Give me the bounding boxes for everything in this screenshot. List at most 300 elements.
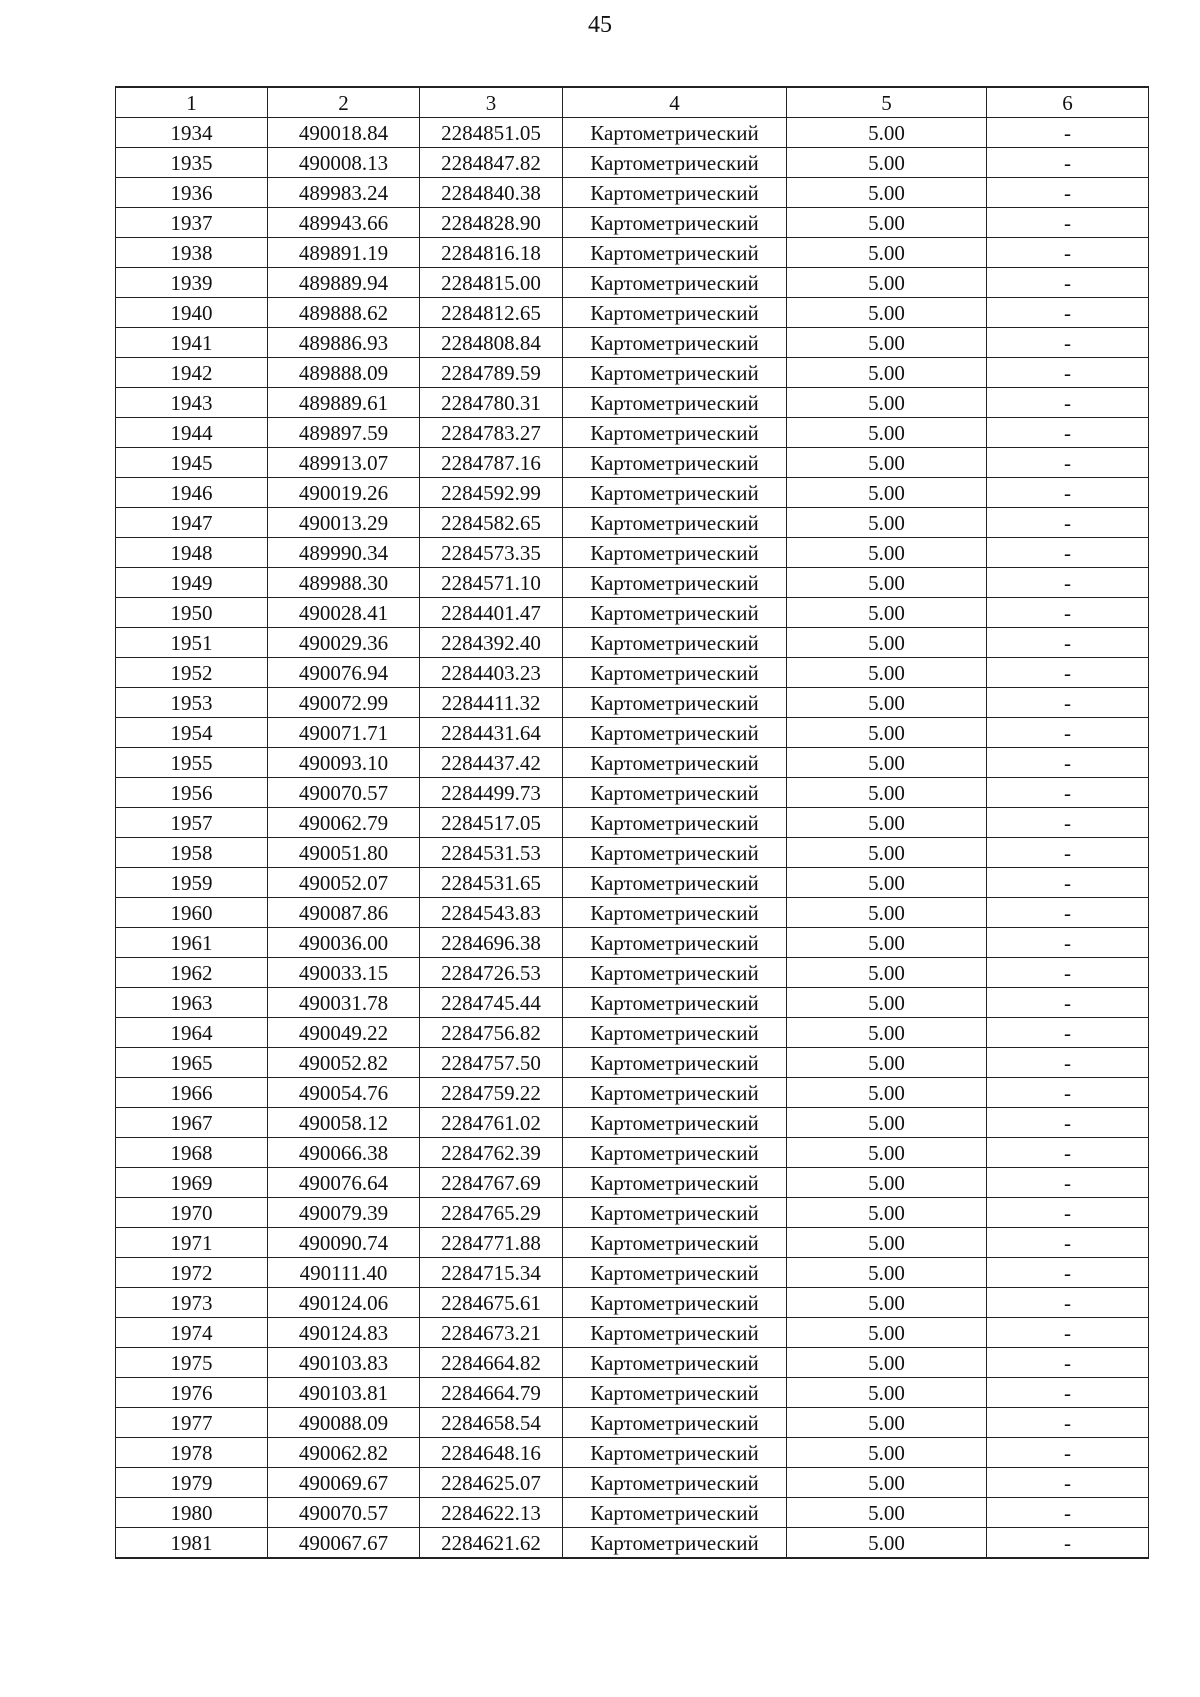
cell-method: Картометрический <box>563 1138 787 1168</box>
cell-x-coordinate: 490031.78 <box>268 988 420 1018</box>
cell-x-coordinate: 490033.15 <box>268 958 420 988</box>
cell-x-coordinate: 489888.62 <box>268 298 420 328</box>
cell-method: Картометрический <box>563 1198 787 1228</box>
table-row <box>116 598 1149 628</box>
cell-description: - <box>987 1258 1149 1288</box>
cell-y-coordinate: 2284828.90 <box>420 208 563 238</box>
cell-y-coordinate: 2284543.83 <box>420 898 563 928</box>
cell-x-coordinate: 490018.84 <box>268 118 420 148</box>
cell-description: - <box>987 988 1149 1018</box>
cell-description: - <box>987 208 1149 238</box>
cell-accuracy: 5.00 <box>787 208 987 238</box>
cell-description: - <box>987 268 1149 298</box>
cell-x-coordinate: 489943.66 <box>268 208 420 238</box>
cell-y-coordinate: 2284745.44 <box>420 988 563 1018</box>
cell-method: Картометрический <box>563 1258 787 1288</box>
cell-method: Картометрический <box>563 478 787 508</box>
cell-x-coordinate: 490051.80 <box>268 838 420 868</box>
cell-description: - <box>987 1288 1149 1318</box>
cell-description: - <box>987 868 1149 898</box>
cell-description: - <box>987 1228 1149 1258</box>
cell-description: - <box>987 628 1149 658</box>
cell-x-coordinate: 489891.19 <box>268 238 420 268</box>
table-row <box>116 778 1149 808</box>
cell-method: Картометрический <box>563 568 787 598</box>
table-header <box>116 87 1149 118</box>
cell-method: Картометрический <box>563 1498 787 1528</box>
cell-point-number: 1971 <box>116 1228 268 1258</box>
table-row <box>116 988 1149 1018</box>
cell-accuracy: 5.00 <box>787 268 987 298</box>
table-row <box>116 538 1149 568</box>
cell-accuracy: 5.00 <box>787 1408 987 1438</box>
table-row <box>116 1288 1149 1318</box>
cell-x-coordinate: 490124.06 <box>268 1288 420 1318</box>
cell-method: Картометрический <box>563 718 787 748</box>
cell-x-coordinate: 490070.57 <box>268 778 420 808</box>
cell-point-number: 1938 <box>116 238 268 268</box>
cell-x-coordinate: 489888.09 <box>268 358 420 388</box>
cell-y-coordinate: 2284840.38 <box>420 178 563 208</box>
table-row <box>116 388 1149 418</box>
cell-method: Картометрический <box>563 778 787 808</box>
cell-method: Картометрический <box>563 1048 787 1078</box>
cell-x-coordinate: 490090.74 <box>268 1228 420 1258</box>
cell-method: Картометрический <box>563 628 787 658</box>
cell-method: Картометрический <box>563 658 787 688</box>
column-header-5: 5 <box>787 87 987 118</box>
cell-description: - <box>987 1048 1149 1078</box>
cell-accuracy: 5.00 <box>787 358 987 388</box>
cell-accuracy: 5.00 <box>787 1198 987 1228</box>
cell-description: - <box>987 178 1149 208</box>
cell-x-coordinate: 489990.34 <box>268 538 420 568</box>
cell-point-number: 1954 <box>116 718 268 748</box>
cell-x-coordinate: 489889.94 <box>268 268 420 298</box>
cell-accuracy: 5.00 <box>787 958 987 988</box>
table-row <box>116 688 1149 718</box>
cell-description: - <box>987 568 1149 598</box>
cell-point-number: 1942 <box>116 358 268 388</box>
column-header-3: 3 <box>420 87 563 118</box>
cell-x-coordinate: 490071.71 <box>268 718 420 748</box>
table-row <box>116 358 1149 388</box>
table-row <box>116 718 1149 748</box>
cell-point-number: 1976 <box>116 1378 268 1408</box>
cell-accuracy: 5.00 <box>787 1468 987 1498</box>
cell-method: Картометрический <box>563 838 787 868</box>
coordinates-table <box>115 86 1149 1559</box>
cell-point-number: 1964 <box>116 1018 268 1048</box>
cell-description: - <box>987 238 1149 268</box>
cell-y-coordinate: 2284696.38 <box>420 928 563 958</box>
cell-accuracy: 5.00 <box>787 868 987 898</box>
cell-description: - <box>987 958 1149 988</box>
cell-method: Картометрический <box>563 328 787 358</box>
cell-point-number: 1977 <box>116 1408 268 1438</box>
cell-x-coordinate: 490066.38 <box>268 1138 420 1168</box>
cell-y-coordinate: 2284437.42 <box>420 748 563 778</box>
cell-accuracy: 5.00 <box>787 418 987 448</box>
cell-accuracy: 5.00 <box>787 1288 987 1318</box>
cell-description: - <box>987 328 1149 358</box>
cell-accuracy: 5.00 <box>787 1048 987 1078</box>
cell-y-coordinate: 2284621.62 <box>420 1528 563 1559</box>
cell-y-coordinate: 2284582.65 <box>420 508 563 538</box>
cell-point-number: 1953 <box>116 688 268 718</box>
cell-description: - <box>987 538 1149 568</box>
cell-y-coordinate: 2284673.21 <box>420 1318 563 1348</box>
cell-y-coordinate: 2284761.02 <box>420 1108 563 1138</box>
cell-point-number: 1974 <box>116 1318 268 1348</box>
cell-method: Картометрический <box>563 268 787 298</box>
cell-x-coordinate: 490069.67 <box>268 1468 420 1498</box>
cell-point-number: 1975 <box>116 1348 268 1378</box>
table-row <box>116 898 1149 928</box>
cell-description: - <box>987 928 1149 958</box>
cell-accuracy: 5.00 <box>787 1498 987 1528</box>
table-row <box>116 1318 1149 1348</box>
page-number: 45 <box>588 12 612 38</box>
cell-y-coordinate: 2284411.32 <box>420 688 563 718</box>
cell-description: - <box>987 718 1149 748</box>
cell-y-coordinate: 2284767.69 <box>420 1168 563 1198</box>
cell-point-number: 1967 <box>116 1108 268 1138</box>
cell-y-coordinate: 2284675.61 <box>420 1288 563 1318</box>
cell-accuracy: 5.00 <box>787 1138 987 1168</box>
cell-method: Картометрический <box>563 178 787 208</box>
cell-method: Картометрический <box>563 1168 787 1198</box>
column-header-1: 1 <box>116 87 268 118</box>
cell-y-coordinate: 2284531.65 <box>420 868 563 898</box>
cell-y-coordinate: 2284762.39 <box>420 1138 563 1168</box>
column-header-6: 6 <box>987 87 1149 118</box>
cell-description: - <box>987 388 1149 418</box>
cell-description: - <box>987 1138 1149 1168</box>
cell-method: Картометрический <box>563 418 787 448</box>
cell-point-number: 1940 <box>116 298 268 328</box>
cell-method: Картометрический <box>563 1018 787 1048</box>
cell-description: - <box>987 1348 1149 1378</box>
cell-accuracy: 5.00 <box>787 718 987 748</box>
cell-x-coordinate: 489913.07 <box>268 448 420 478</box>
cell-x-coordinate: 490028.41 <box>268 598 420 628</box>
cell-method: Картометрический <box>563 1078 787 1108</box>
cell-description: - <box>987 1498 1149 1528</box>
cell-description: - <box>987 418 1149 448</box>
table-row <box>116 838 1149 868</box>
cell-description: - <box>987 838 1149 868</box>
cell-method: Картометрический <box>563 1108 787 1138</box>
table-row <box>116 418 1149 448</box>
table-row <box>116 1168 1149 1198</box>
table-row <box>116 1138 1149 1168</box>
cell-method: Картометрический <box>563 688 787 718</box>
table-row <box>116 568 1149 598</box>
cell-y-coordinate: 2284573.35 <box>420 538 563 568</box>
table-row <box>116 808 1149 838</box>
cell-method: Картометрический <box>563 208 787 238</box>
cell-method: Картометрический <box>563 958 787 988</box>
table-row <box>116 208 1149 238</box>
cell-accuracy: 5.00 <box>787 448 987 478</box>
cell-y-coordinate: 2284756.82 <box>420 1018 563 1048</box>
cell-point-number: 1939 <box>116 268 268 298</box>
column-header-2: 2 <box>268 87 420 118</box>
cell-method: Картометрический <box>563 868 787 898</box>
cell-method: Картометрический <box>563 358 787 388</box>
cell-method: Картометрический <box>563 1378 787 1408</box>
cell-y-coordinate: 2284789.59 <box>420 358 563 388</box>
cell-point-number: 1972 <box>116 1258 268 1288</box>
cell-accuracy: 5.00 <box>787 628 987 658</box>
cell-x-coordinate: 489983.24 <box>268 178 420 208</box>
column-header-4: 4 <box>563 87 787 118</box>
cell-accuracy: 5.00 <box>787 928 987 958</box>
cell-point-number: 1948 <box>116 538 268 568</box>
cell-point-number: 1960 <box>116 898 268 928</box>
table-row <box>116 238 1149 268</box>
cell-point-number: 1952 <box>116 658 268 688</box>
cell-point-number: 1957 <box>116 808 268 838</box>
cell-x-coordinate: 490103.81 <box>268 1378 420 1408</box>
cell-x-coordinate: 490062.82 <box>268 1438 420 1468</box>
cell-description: - <box>987 1108 1149 1138</box>
cell-x-coordinate: 490076.94 <box>268 658 420 688</box>
table-row <box>116 1408 1149 1438</box>
cell-description: - <box>987 1078 1149 1108</box>
cell-y-coordinate: 2284787.16 <box>420 448 563 478</box>
cell-accuracy: 5.00 <box>787 1318 987 1348</box>
cell-x-coordinate: 490070.57 <box>268 1498 420 1528</box>
cell-x-coordinate: 489889.61 <box>268 388 420 418</box>
cell-point-number: 1934 <box>116 118 268 148</box>
cell-accuracy: 5.00 <box>787 568 987 598</box>
cell-x-coordinate: 489886.93 <box>268 328 420 358</box>
cell-y-coordinate: 2284664.82 <box>420 1348 563 1378</box>
cell-x-coordinate: 490008.13 <box>268 148 420 178</box>
table-row <box>116 658 1149 688</box>
cell-point-number: 1968 <box>116 1138 268 1168</box>
table-row <box>116 298 1149 328</box>
cell-y-coordinate: 2284571.10 <box>420 568 563 598</box>
cell-accuracy: 5.00 <box>787 748 987 778</box>
cell-description: - <box>987 508 1149 538</box>
cell-description: - <box>987 1528 1149 1559</box>
cell-accuracy: 5.00 <box>787 598 987 628</box>
cell-accuracy: 5.00 <box>787 1258 987 1288</box>
cell-point-number: 1965 <box>116 1048 268 1078</box>
cell-description: - <box>987 808 1149 838</box>
cell-accuracy: 5.00 <box>787 808 987 838</box>
table-row <box>116 448 1149 478</box>
cell-method: Картометрический <box>563 1228 787 1258</box>
cell-accuracy: 5.00 <box>787 1378 987 1408</box>
cell-accuracy: 5.00 <box>787 658 987 688</box>
cell-method: Картометрический <box>563 298 787 328</box>
cell-y-coordinate: 2284783.27 <box>420 418 563 448</box>
cell-y-coordinate: 2284759.22 <box>420 1078 563 1108</box>
cell-point-number: 1966 <box>116 1078 268 1108</box>
cell-y-coordinate: 2284847.82 <box>420 148 563 178</box>
cell-description: - <box>987 1168 1149 1198</box>
cell-y-coordinate: 2284517.05 <box>420 808 563 838</box>
cell-point-number: 1973 <box>116 1288 268 1318</box>
table-row <box>116 1078 1149 1108</box>
cell-y-coordinate: 2284499.73 <box>420 778 563 808</box>
cell-point-number: 1980 <box>116 1498 268 1528</box>
cell-method: Картометрический <box>563 508 787 538</box>
table-row <box>116 1468 1149 1498</box>
cell-x-coordinate: 490072.99 <box>268 688 420 718</box>
cell-x-coordinate: 490029.36 <box>268 628 420 658</box>
cell-x-coordinate: 490103.83 <box>268 1348 420 1378</box>
cell-y-coordinate: 2284715.34 <box>420 1258 563 1288</box>
cell-y-coordinate: 2284815.00 <box>420 268 563 298</box>
cell-accuracy: 5.00 <box>787 388 987 418</box>
cell-y-coordinate: 2284531.53 <box>420 838 563 868</box>
cell-method: Картометрический <box>563 598 787 628</box>
cell-x-coordinate: 490088.09 <box>268 1408 420 1438</box>
cell-point-number: 1951 <box>116 628 268 658</box>
cell-point-number: 1959 <box>116 868 268 898</box>
cell-point-number: 1955 <box>116 748 268 778</box>
cell-accuracy: 5.00 <box>787 148 987 178</box>
cell-point-number: 1941 <box>116 328 268 358</box>
cell-method: Картометрический <box>563 898 787 928</box>
table-row <box>116 328 1149 358</box>
cell-x-coordinate: 490019.26 <box>268 478 420 508</box>
cell-method: Картометрический <box>563 1348 787 1378</box>
table-row <box>116 178 1149 208</box>
cell-y-coordinate: 2284392.40 <box>420 628 563 658</box>
cell-method: Картометрический <box>563 1468 787 1498</box>
table-row <box>116 1258 1149 1288</box>
cell-point-number: 1979 <box>116 1468 268 1498</box>
table-row <box>116 1228 1149 1258</box>
table-row <box>116 1528 1149 1559</box>
cell-x-coordinate: 490111.40 <box>268 1258 420 1288</box>
cell-point-number: 1943 <box>116 388 268 418</box>
cell-accuracy: 5.00 <box>787 1168 987 1198</box>
table-row <box>116 1048 1149 1078</box>
cell-accuracy: 5.00 <box>787 178 987 208</box>
table-row <box>116 1348 1149 1378</box>
cell-point-number: 1944 <box>116 418 268 448</box>
cell-method: Картометрический <box>563 448 787 478</box>
cell-description: - <box>987 598 1149 628</box>
cell-accuracy: 5.00 <box>787 778 987 808</box>
cell-accuracy: 5.00 <box>787 898 987 928</box>
cell-point-number: 1949 <box>116 568 268 598</box>
cell-x-coordinate: 490093.10 <box>268 748 420 778</box>
cell-method: Картометрический <box>563 1408 787 1438</box>
cell-method: Картометрический <box>563 388 787 418</box>
table-row <box>116 1438 1149 1468</box>
cell-point-number: 1962 <box>116 958 268 988</box>
cell-accuracy: 5.00 <box>787 1528 987 1559</box>
table-row <box>116 868 1149 898</box>
cell-method: Картометрический <box>563 238 787 268</box>
cell-x-coordinate: 490052.07 <box>268 868 420 898</box>
cell-point-number: 1936 <box>116 178 268 208</box>
cell-description: - <box>987 1408 1149 1438</box>
cell-y-coordinate: 2284592.99 <box>420 478 563 508</box>
cell-point-number: 1945 <box>116 448 268 478</box>
cell-description: - <box>987 1378 1149 1408</box>
cell-point-number: 1970 <box>116 1198 268 1228</box>
cell-y-coordinate: 2284622.13 <box>420 1498 563 1528</box>
cell-y-coordinate: 2284658.54 <box>420 1408 563 1438</box>
table-row <box>116 1498 1149 1528</box>
cell-accuracy: 5.00 <box>787 238 987 268</box>
cell-method: Картометрический <box>563 748 787 778</box>
cell-method: Картометрический <box>563 148 787 178</box>
cell-method: Картометрический <box>563 1438 787 1468</box>
cell-description: - <box>987 658 1149 688</box>
cell-accuracy: 5.00 <box>787 988 987 1018</box>
cell-accuracy: 5.00 <box>787 1018 987 1048</box>
cell-x-coordinate: 489897.59 <box>268 418 420 448</box>
cell-x-coordinate: 490079.39 <box>268 1198 420 1228</box>
cell-y-coordinate: 2284808.84 <box>420 328 563 358</box>
cell-method: Картометрический <box>563 1318 787 1348</box>
cell-y-coordinate: 2284664.79 <box>420 1378 563 1408</box>
cell-description: - <box>987 1318 1149 1348</box>
cell-y-coordinate: 2284648.16 <box>420 1438 563 1468</box>
cell-y-coordinate: 2284765.29 <box>420 1198 563 1228</box>
cell-description: - <box>987 448 1149 478</box>
table-row <box>116 928 1149 958</box>
cell-description: - <box>987 688 1149 718</box>
cell-point-number: 1947 <box>116 508 268 538</box>
cell-x-coordinate: 490049.22 <box>268 1018 420 1048</box>
cell-x-coordinate: 490087.86 <box>268 898 420 928</box>
cell-point-number: 1969 <box>116 1168 268 1198</box>
cell-accuracy: 5.00 <box>787 298 987 328</box>
cell-x-coordinate: 490013.29 <box>268 508 420 538</box>
cell-accuracy: 5.00 <box>787 118 987 148</box>
cell-accuracy: 5.00 <box>787 1438 987 1468</box>
cell-description: - <box>987 898 1149 928</box>
cell-method: Картометрический <box>563 928 787 958</box>
table-row <box>116 1378 1149 1408</box>
cell-point-number: 1935 <box>116 148 268 178</box>
cell-y-coordinate: 2284625.07 <box>420 1468 563 1498</box>
table-row <box>116 478 1149 508</box>
cell-point-number: 1978 <box>116 1438 268 1468</box>
header-row <box>116 87 1149 118</box>
table-row <box>116 1198 1149 1228</box>
table-body <box>116 118 1149 1559</box>
cell-description: - <box>987 778 1149 808</box>
cell-x-coordinate: 490036.00 <box>268 928 420 958</box>
cell-description: - <box>987 478 1149 508</box>
cell-description: - <box>987 148 1149 178</box>
table-row <box>116 1108 1149 1138</box>
cell-y-coordinate: 2284851.05 <box>420 118 563 148</box>
table-row <box>116 508 1149 538</box>
cell-description: - <box>987 748 1149 778</box>
cell-x-coordinate: 490124.83 <box>268 1318 420 1348</box>
cell-description: - <box>987 1468 1149 1498</box>
cell-method: Картометрический <box>563 118 787 148</box>
cell-y-coordinate: 2284816.18 <box>420 238 563 268</box>
cell-description: - <box>987 1198 1149 1228</box>
cell-y-coordinate: 2284757.50 <box>420 1048 563 1078</box>
cell-x-coordinate: 490058.12 <box>268 1108 420 1138</box>
cell-accuracy: 5.00 <box>787 538 987 568</box>
